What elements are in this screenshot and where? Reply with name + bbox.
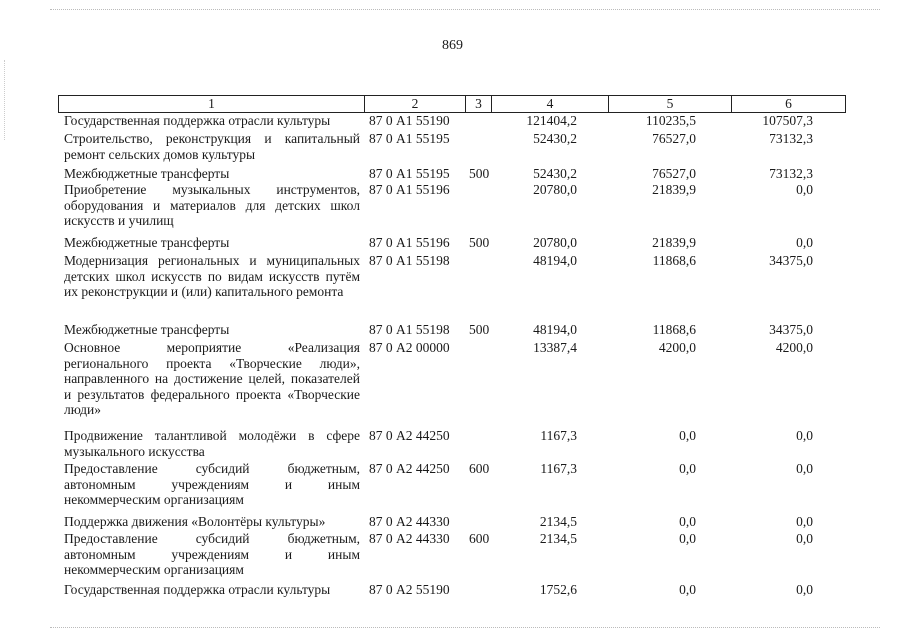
row-code: 87 0 А1 55196 <box>369 235 450 250</box>
header-col-2: 2 <box>365 96 466 112</box>
row-name: Межбюджетные трансферты <box>64 322 230 337</box>
row-value-5: 76527,0 <box>652 166 696 181</box>
row-name: Поддержка движения «Волонтёры культуры» <box>64 514 326 529</box>
row-value-5: 0,0 <box>679 461 696 476</box>
row-value-6: 0,0 <box>796 235 813 250</box>
row-value-4: 52430,2 <box>533 131 577 146</box>
table-row <box>0 461 905 514</box>
table-row <box>0 531 905 582</box>
row-code: 87 0 А2 00000 <box>369 340 450 355</box>
row-value-4: 121404,2 <box>526 113 577 128</box>
table-row <box>0 340 905 428</box>
row-value-6: 107507,3 <box>762 113 813 128</box>
row-type: 500 <box>469 322 490 337</box>
table-row <box>0 131 905 166</box>
row-value-6: 34375,0 <box>769 253 813 268</box>
row-code: 87 0 А1 55195 <box>369 166 450 181</box>
row-value-5: 21839,9 <box>652 235 696 250</box>
header-col-4: 4 <box>492 96 609 112</box>
row-value-4: 20780,0 <box>533 235 577 250</box>
row-value-4: 1752,6 <box>539 582 577 597</box>
header-col-6: 6 <box>785 96 792 111</box>
table-row <box>0 113 905 131</box>
row-value-6: 0,0 <box>796 461 813 476</box>
row-code: 87 0 А1 55198 <box>369 253 450 268</box>
row-value-4: 20780,0 <box>533 182 577 197</box>
row-value-4: 48194,0 <box>533 322 577 337</box>
row-value-6: 0,0 <box>796 514 813 529</box>
row-value-4: 2134,5 <box>539 531 577 546</box>
table-row <box>0 253 905 322</box>
scan-artifact-bottom <box>50 627 880 629</box>
row-name: Предоставление субсидий бюджетным, автономным учреждениям и иным некоммерческим организациям <box>64 461 360 507</box>
row-code: 87 0 А2 44330 <box>369 531 450 546</box>
row-value-6: 34375,0 <box>769 322 813 337</box>
row-value-6: 0,0 <box>796 531 813 546</box>
table-row <box>0 166 905 182</box>
row-value-5: 4200,0 <box>658 340 696 355</box>
row-value-4: 1167,3 <box>540 461 577 476</box>
row-value-5: 110235,5 <box>645 113 696 128</box>
row-code: 87 0 А2 44330 <box>369 514 450 529</box>
row-code: 87 0 А1 55190 <box>369 113 450 128</box>
row-value-4: 1167,3 <box>540 428 577 443</box>
row-value-4: 13387,4 <box>533 340 577 355</box>
row-type: 600 <box>469 461 490 476</box>
row-value-5: 11868,6 <box>652 322 696 337</box>
row-type: 500 <box>469 166 490 181</box>
row-value-6: 4200,0 <box>775 340 813 355</box>
row-value-5: 0,0 <box>679 514 696 529</box>
row-name: Продвижение талантливой молодёжи в сфере музыкального искусства <box>64 428 360 459</box>
row-value-4: 2134,5 <box>539 514 577 529</box>
row-value-5: 21839,9 <box>652 182 696 197</box>
row-name: Предоставление субсидий бюджетным, автономным учреждениям и иным некоммерческим организациям <box>64 531 360 577</box>
row-name: Строительство, реконструкция и капитальный ремонт сельских домов культуры <box>64 131 360 162</box>
table-body <box>0 113 905 600</box>
row-value-5: 0,0 <box>679 531 696 546</box>
row-code: 87 0 А1 55198 <box>369 322 450 337</box>
table-row <box>0 235 905 253</box>
row-value-6: 0,0 <box>796 182 813 197</box>
row-code: 87 0 А2 44250 <box>369 461 450 476</box>
row-value-4: 48194,0 <box>533 253 577 268</box>
header-col-3: 3 <box>466 96 492 112</box>
row-name: Межбюджетные трансферты <box>64 235 230 250</box>
row-type: 600 <box>469 531 490 546</box>
row-type: 500 <box>469 235 490 250</box>
row-value-6: 73132,3 <box>769 166 813 181</box>
table-row <box>0 428 905 461</box>
row-code: 87 0 А1 55196 <box>369 182 450 197</box>
table-row <box>0 514 905 531</box>
row-name: Приобретение музыкальных инструментов, оборудования и материалов для детских школ искусств и училищ <box>64 182 360 228</box>
row-name: Основное мероприятие «Реализация регионального проекта «Творческие люди», направленного на достижение целей, показателей и результатов федерального проекта «Творческие люди» <box>64 340 360 417</box>
row-name: Межбюджетные трансферты <box>64 166 230 181</box>
row-code: 87 0 А2 55190 <box>369 582 450 597</box>
table-row <box>0 582 905 600</box>
page-number: 869 <box>442 38 463 53</box>
row-value-5: 76527,0 <box>652 131 696 146</box>
table-row <box>0 322 905 340</box>
row-value-6: 73132,3 <box>769 131 813 146</box>
row-value-5: 0,0 <box>679 582 696 597</box>
header-col-5: 5 <box>609 96 732 112</box>
table-header <box>58 95 846 113</box>
row-value-4: 52430,2 <box>533 166 577 181</box>
row-code: 87 0 А2 44250 <box>369 428 450 443</box>
row-code: 87 0 А1 55195 <box>369 131 450 146</box>
row-name: Модернизация региональных и муниципальных детских школ искусств по видам искусств путём их реконструкции и (или) капитального ремонта <box>64 253 360 299</box>
row-value-6: 0,0 <box>796 582 813 597</box>
row-value-5: 0,0 <box>679 428 696 443</box>
scan-artifact-top <box>50 9 880 11</box>
row-name: Государственная поддержка отрасли культуры <box>64 113 331 128</box>
row-value-5: 11868,6 <box>652 253 696 268</box>
row-value-6: 0,0 <box>796 428 813 443</box>
table-row <box>0 182 905 235</box>
row-name: Государственная поддержка отрасли культуры <box>64 582 331 597</box>
header-col-1: 1 <box>59 96 365 112</box>
